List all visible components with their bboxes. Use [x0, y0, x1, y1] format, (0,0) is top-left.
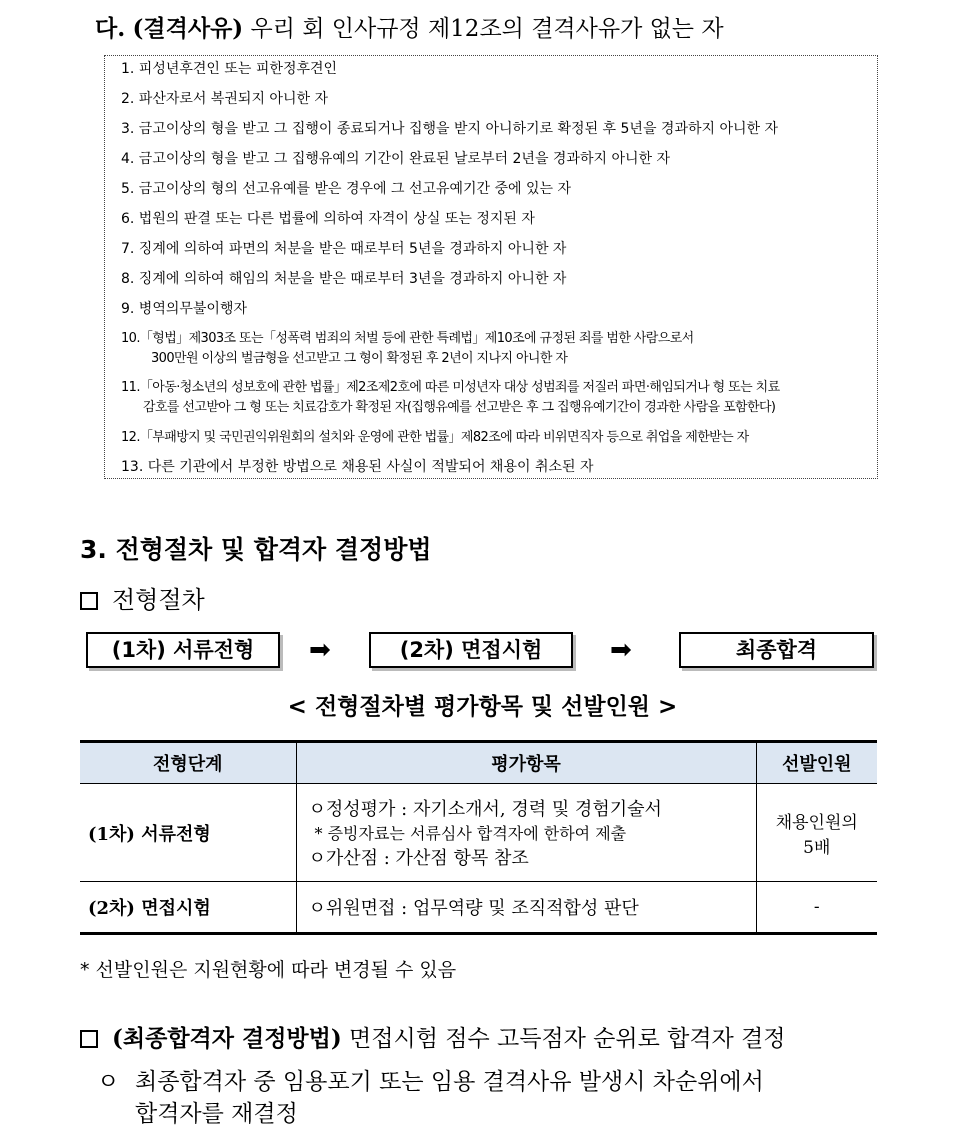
evaluation-table [80, 740, 877, 935]
bullet-mark: ㅇ [97, 1069, 120, 1095]
stage-cell: (1차) 서류전형 [80, 784, 296, 882]
list-item: 8. 징계에 의하여 해임의 처분을 받은 때로부터 3년을 경과하지 아니한 자 [121, 271, 567, 287]
header-selection: 선발인원 [756, 742, 877, 784]
selection-cell: - [756, 882, 877, 934]
section-marker: 다. [95, 15, 126, 42]
flow-step-final-pass: 최종합격 [679, 632, 874, 668]
list-item: 5. 금고이상의 형의 선고유예를 받은 경우에 그 선고유예기간 중에 있는 자 [121, 181, 572, 197]
list-item [121, 378, 873, 418]
section-3-title: 3. 전형절차 및 합격자 결정방법 [80, 535, 432, 564]
final-decision-bullet [97, 1066, 764, 1130]
bullet-line: 최종합격자 중 임용포기 또는 임용 결격사유 발생시 차순위에서 [135, 1069, 764, 1095]
list-item: 1. 피성년후견인 또는 피한정후견인 [121, 61, 338, 77]
checkbox-square-icon [80, 592, 98, 610]
table-header-row [80, 742, 877, 784]
list-item: 12.「부패방지 및 국민권익위원회의 설치와 운영에 관한 법률」제82조에 따라 비위면직자 등으로 취업을 제한받는 자 [121, 430, 749, 445]
list-item: 2. 파산자로서 복권되지 아니한 자 [121, 91, 328, 107]
list-item-line: 10.「형법」제303조 또는「성폭력 범죄의 처벌 등에 관한 특례법」제10조에 규정된 죄를 범한 사람으로서 [121, 331, 694, 346]
table-row [80, 784, 877, 882]
item-note: * 증빙자료는 서류심사 합격자에 한하여 제출 [314, 824, 627, 843]
procedure-heading-label: 전형절차 [112, 586, 205, 614]
section-label: (결격사유) [132, 15, 244, 42]
flow-step-document-screening: (1차) 서류전형 [86, 632, 280, 668]
list-item [121, 329, 873, 369]
selection-cell [756, 784, 877, 882]
item-line: ㅇ정성평가 : 자기소개서, 경력 및 경험기술서 [308, 799, 662, 820]
list-item: 6. 법원의 판결 또는 다른 법률에 의하여 자격이 상실 또는 정지된 자 [121, 211, 535, 227]
flow-step-interview: (2차) 면접시험 [369, 632, 573, 668]
arrow-right-icon: ➡ [610, 635, 632, 665]
table-caption: < 전형절차별 평가항목 및 선발인원 > [287, 694, 678, 720]
section-disqualification-heading [95, 10, 724, 43]
list-item: 13. 다른 기관에서 부정한 방법으로 채용된 사실이 적발되어 채용이 취소된 자 [121, 459, 594, 475]
list-item-continuation: 감호를 선고받아 그 형 또는 치료감호가 확정된 자(집행유예를 선고받은 후 그 집행유예기간이 경과한 사람을 포함한다) [143, 400, 776, 415]
list-item: 7. 징계에 의하여 파면의 처분을 받은 때로부터 5년을 경과하지 아니한 자 [121, 241, 567, 257]
header-stage: 전형단계 [80, 742, 296, 784]
header-items: 평가항목 [296, 742, 756, 784]
final-decision-label: (최종합격자 결정방법) [112, 1025, 342, 1052]
items-cell [296, 784, 756, 882]
stage-cell: (2차) 면접시험 [80, 882, 296, 934]
bullet-line-continuation: 합격자를 재결정 [135, 1101, 298, 1127]
disqualification-box [104, 55, 878, 479]
table-row [80, 882, 877, 934]
list-item-line: 11.「아동·청소년의 성보호에 관한 법률」제2조제2호에 따른 미성년자 대상 성범죄를 저질러 파면·해임되거나 형 또는 치료 [121, 380, 780, 395]
list-item: 4. 금고이상의 형을 받고 그 집행유예의 기간이 완료된 날로부터 2년을 경과하지 아니한 자 [121, 151, 671, 167]
list-item-continuation: 300만원 이상의 벌금형을 선고받고 그 형이 확정된 후 2년이 지나지 아니한 자 [151, 351, 568, 366]
final-decision-heading [80, 1020, 786, 1053]
list-item: 3. 금고이상의 형을 받고 그 집행이 종료되거나 집행을 받지 아니하기로 확정된 후 5년을 경과하지 아니한 자 [121, 121, 779, 137]
selection-line: 5배 [803, 837, 831, 858]
final-decision-text: 면접시험 점수 고득점자 순위로 합격자 결정 [349, 1026, 786, 1052]
section-text: 우리 회 인사규정 제12조의 결격사유가 없는 자 [250, 16, 724, 42]
arrow-right-icon: ➡ [309, 635, 331, 665]
selection-note: * 선발인원은 지원현황에 따라 변경될 수 있음 [80, 959, 457, 981]
selection-line: 채용인원의 [775, 812, 858, 833]
procedure-heading [80, 580, 205, 615]
items-cell: ㅇ위원면접 : 업무역량 및 조직적합성 판단 [296, 882, 756, 934]
checkbox-square-icon [80, 1030, 98, 1048]
list-item: 9. 병역의무불이행자 [121, 301, 247, 317]
item-line: ㅇ가산점 : 가산점 항목 참조 [308, 848, 529, 869]
